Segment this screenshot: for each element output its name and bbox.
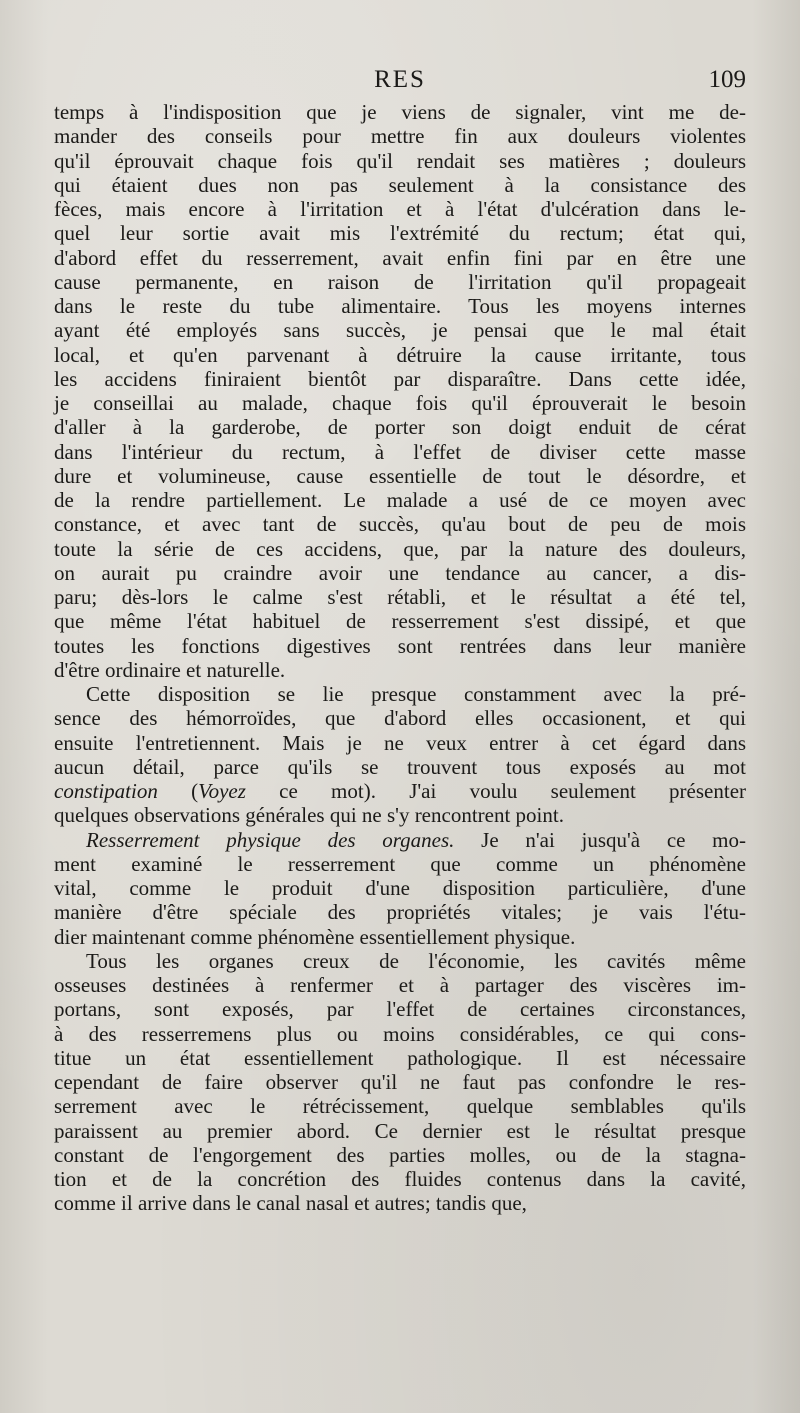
text-line: titue un état essentiellement pathologique. Il est nécessaire bbox=[54, 1045, 746, 1070]
text-line: qui étaient dues non pas seulement à la consistance des bbox=[54, 172, 746, 197]
text-line: ensuite l'entretiennent. Mais je ne veux entrer à cet égard dans bbox=[54, 730, 746, 755]
text-line: que même l'état habituel de resserrement s'est dissipé, et que bbox=[54, 609, 746, 634]
text-line: osseuses destinées à renfermer et à partager des viscères im- bbox=[54, 973, 746, 997]
text-line: d'abord effet du resserrement, avait enfin fini par en être une bbox=[54, 245, 746, 270]
italic-run: constipation bbox=[54, 779, 158, 803]
text-line: constance, et avec tant de succès, qu'au bout de peu de mois bbox=[54, 512, 746, 537]
text-line: qu'il éprouvait chaque fois qu'il rendait ses matières ; douleurs bbox=[54, 148, 746, 173]
text-line: toutes les fonctions digestives sont rentrées dans leur manière bbox=[54, 633, 746, 658]
text-line: portans, sont exposés, par l'effet de certaines circonstances, bbox=[54, 997, 746, 1022]
text-line: vital, comme le produit d'une disposition particulière, d'une bbox=[54, 876, 746, 900]
text-line: Tous les organes creux de l'économie, les cavités même bbox=[86, 948, 746, 973]
body-text bbox=[54, 100, 746, 1216]
text-line: on aurait pu craindre avoir une tendance au cancer, a dis- bbox=[54, 560, 746, 585]
text-line: local, et qu'en parvenant à détruire la cause irritante, tous bbox=[54, 342, 746, 367]
text-line: cependant de faire observer qu'il ne faut pas confondre le res- bbox=[54, 1070, 746, 1094]
text-line: cause permanente, en raison de l'irritation qu'il propageait bbox=[54, 269, 746, 294]
text-line: Resserrement physique des organes. Je n'ai jusqu'à ce mo- bbox=[86, 827, 746, 852]
text-line: toute la série de ces accidens, que, par la nature des douleurs, bbox=[54, 536, 746, 561]
text-line: mander des conseils pour mettre fin aux douleurs violentes bbox=[54, 124, 746, 149]
italic-run: Resserrement physique des organes. bbox=[86, 827, 455, 852]
text-line: dans l'intérieur du rectum, à l'effet de diviser cette masse bbox=[54, 439, 746, 464]
text-line: à des resserremens plus ou moins considérables, ce qui cons- bbox=[54, 1021, 746, 1046]
text-line: paru; dès-lors le calme s'est rétabli, et le résultat a été tel, bbox=[54, 585, 746, 609]
text-line: fèces, mais encore à l'irritation et à l'état d'ulcération dans le- bbox=[54, 197, 746, 221]
text-line: je conseillai au malade, chaque fois qu'il éprouverait le besoin bbox=[54, 391, 746, 415]
text-line: d'aller à la garderobe, de porter son doigt enduit de cérat bbox=[54, 415, 746, 440]
text-line: de la rendre partiellement. Le malade a usé de ce moyen avec bbox=[54, 488, 746, 512]
text-line: dier maintenant comme phénomène essentiellement physique. bbox=[54, 924, 576, 949]
text-line: les accidens finiraient bientôt par disparaître. Dans cette idée, bbox=[54, 366, 746, 391]
text-line: serrement avec le rétrécissement, quelque semblables qu'ils bbox=[54, 1094, 746, 1119]
text-line: ment examiné le resserrement que comme un phénomène bbox=[54, 851, 746, 876]
text-line: constipation (Voyez ce mot). J'ai voulu seulement présenter bbox=[54, 779, 747, 803]
text-line: d'être ordinaire et naturelle. bbox=[54, 657, 286, 682]
text-line: dure et volumineuse, cause essentielle de tout le désordre, et bbox=[54, 463, 746, 488]
running-head: RES bbox=[374, 66, 426, 93]
text-line: temps à l'indisposition que je viens de signaler, vint me de- bbox=[54, 100, 746, 124]
text-line: Cette disposition se lie presque constamment avec la pré- bbox=[86, 682, 746, 706]
text-line: quelques observations générales qui ne s'y rencontrent point. bbox=[54, 803, 564, 828]
text-line: comme il arrive dans le canal nasal et autres; tandis que, bbox=[54, 1191, 527, 1216]
text-line: ayant été employés sans succès, je pensai que le mal était bbox=[54, 318, 746, 343]
page-number: 109 bbox=[708, 66, 746, 93]
page-header bbox=[54, 66, 746, 102]
text-line: constant de l'engorgement des parties molles, ou de la stagna- bbox=[54, 1142, 746, 1167]
italic-run: Voyez bbox=[198, 779, 246, 803]
text-line: sence des hémorroïdes, que d'abord elles occasionent, et qui bbox=[54, 706, 746, 731]
text-line: quel leur sortie avait mis l'extrémité du rectum; état qui, bbox=[54, 221, 746, 246]
text-line: tion et de la concrétion des fluides contenus dans la cavité, bbox=[54, 1167, 746, 1191]
text-line: manière d'être spéciale des propriétés vitales; je vais l'étu- bbox=[54, 900, 746, 925]
text-line: aucun détail, parce qu'ils se trouvent tous exposés au mot bbox=[54, 754, 746, 779]
text-line: paraissent au premier abord. Ce dernier est le résultat presque bbox=[54, 1118, 746, 1143]
text-line: dans le reste du tube alimentaire. Tous les moyens internes bbox=[54, 294, 746, 318]
